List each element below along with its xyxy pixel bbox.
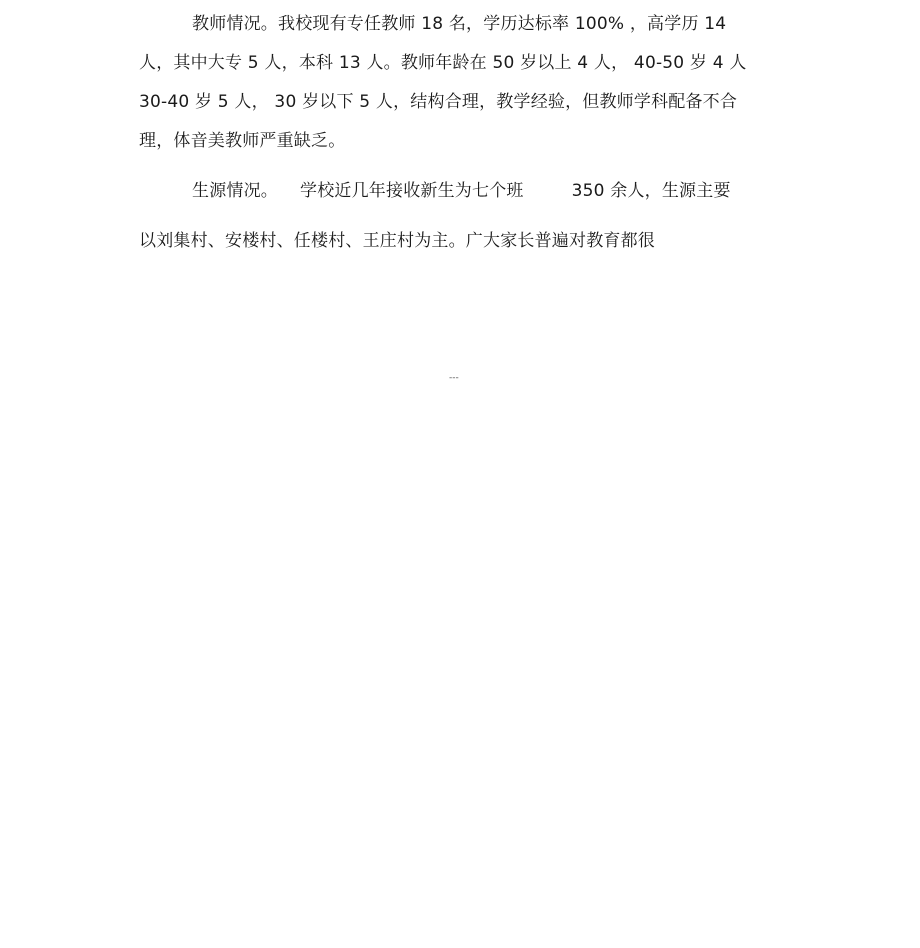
paragraph-students-line-2 <box>139 230 779 252</box>
paragraph-teachers-line-1-text: 教师情况。我校现有专任教师 18 名，学历达标率 100% ，高学历 14 <box>192 14 727 34</box>
page-footer-mark: --- <box>449 373 459 383</box>
paragraph-teachers-line-3 <box>139 91 774 113</box>
paragraph-teachers-line-3-text: 30-40 岁 5 人， 30 岁以下 5 人，结构合理，教学经验，但教师学科配备不合 <box>139 92 738 112</box>
paragraph-students-line-1 <box>192 180 760 202</box>
paragraph-teachers-line-4-text: 理，体音美教师严重缺乏。 <box>139 131 346 151</box>
paragraph-teachers-line-2 <box>139 52 774 74</box>
paragraph-teachers-line-1 <box>192 13 774 35</box>
paragraph-students-intro: 学校近几年接收新生为七个班 <box>300 181 524 201</box>
paragraph-students-heading: 生源情况。 <box>192 181 278 201</box>
paragraph-students-count: 350 余人，生源主要 <box>571 181 731 201</box>
paragraph-teachers-line-2-text: 人，其中大专 5 人，本科 13 人。教师年龄在 50 岁以上 4 人， 40-50 岁 4 人 <box>139 53 747 73</box>
paragraph-teachers-line-4 <box>139 130 779 152</box>
paragraph-students-line-2-text: 以刘集村、安楼村、任楼村、王庄村为主。广大家长普遍对教育都很 <box>139 231 655 251</box>
